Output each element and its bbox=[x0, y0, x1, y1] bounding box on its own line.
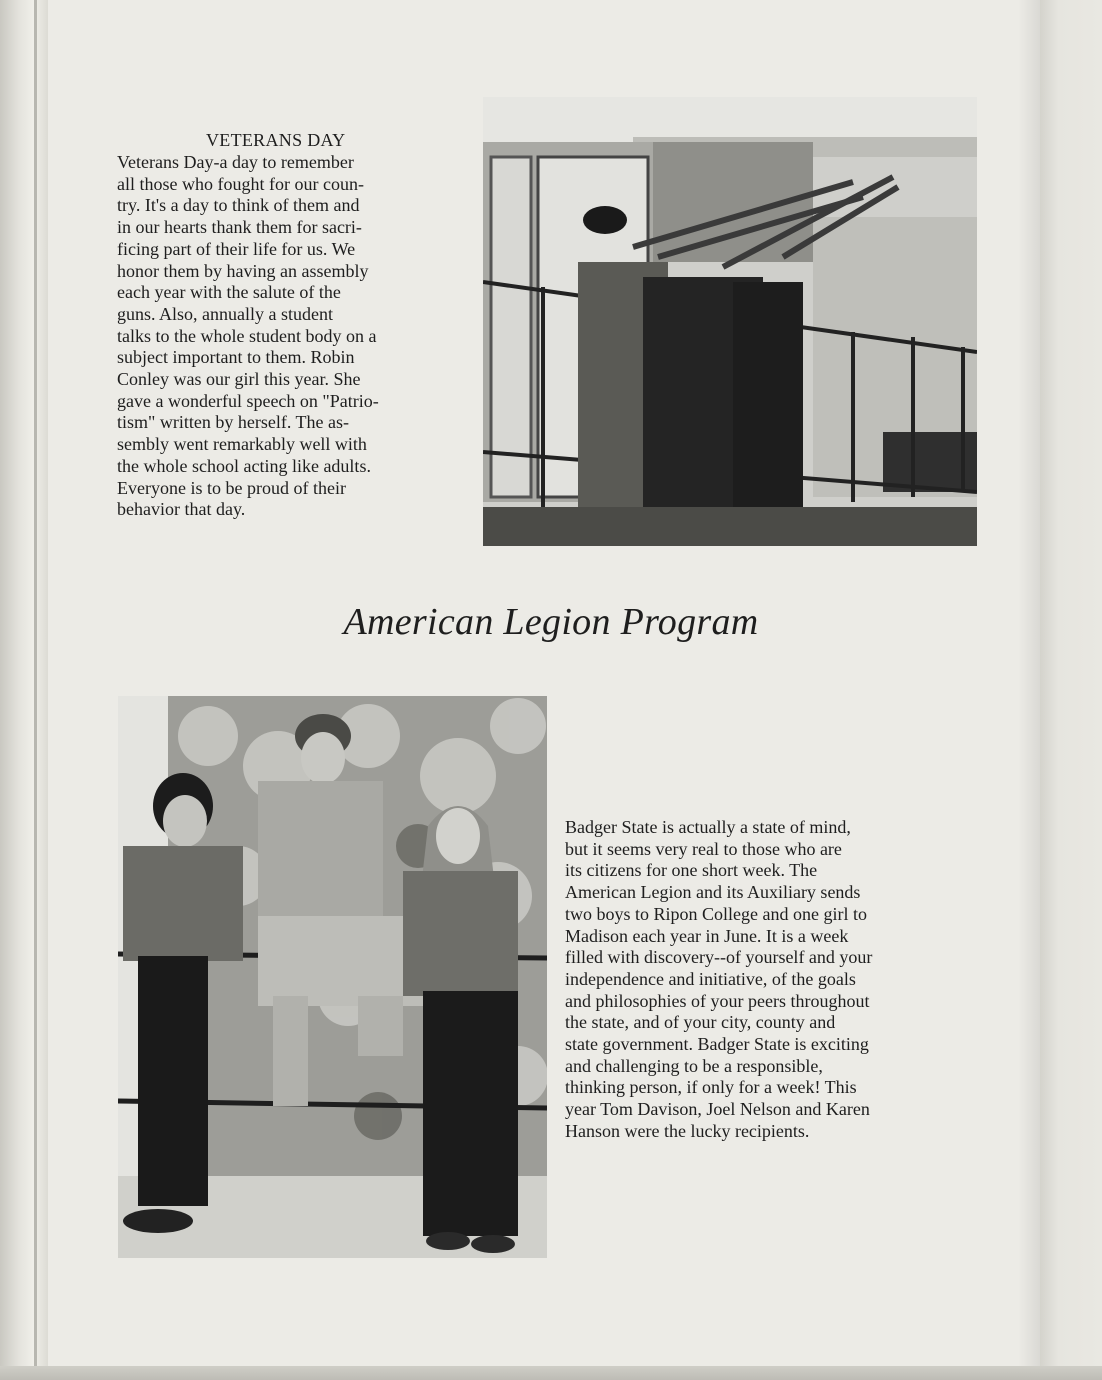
binding-crease bbox=[34, 0, 37, 1380]
veterans-day-heading: VETERANS DAY bbox=[206, 130, 346, 150]
american-legion-title: American Legion Program bbox=[343, 601, 759, 643]
facing-page-edge bbox=[1040, 0, 1102, 1380]
veterans-day-body: Veterans Day-a day to remember all those who fought for our coun- try. It's a day to think of them and in our hearts thank them for sacri- ficing part of their life for us. We honor them by having an assembly each year with the salute of the guns. Also, annually a student talks to the whole student body on a subject important to them. Robin Conley was our girl this year. She gave a wonderful speech on "Patrio- tism" written by herself. The as- sembly went remarkably well with the whole school acting like adults. Everyone is to be proud of their behavior that day. bbox=[117, 152, 379, 520]
book-bottom-edge bbox=[0, 1366, 1102, 1380]
page-gutter-shadow bbox=[1018, 0, 1040, 1366]
badger-state-body: Badger State is actually a state of mind, but it seems very real to those who are its citizens for one short week. The American Legion and its Auxiliary sends two boys to Ripon College and one girl to Madison each year in June. It is a week filled with discovery--of yourself and your independence and initiative, of the goals and philosophies of your peers throughout the state, and of your city, county and state government. Badger State is exciting and challenging to be a responsible, thinking person, if only for a week! This year Tom Davison, Joel Nelson and Karen Hanson were the lucky recipients. bbox=[565, 817, 873, 1141]
rifle-salute-photo bbox=[483, 97, 977, 546]
book-binding bbox=[0, 0, 48, 1380]
badger-state-students-photo bbox=[118, 696, 547, 1258]
